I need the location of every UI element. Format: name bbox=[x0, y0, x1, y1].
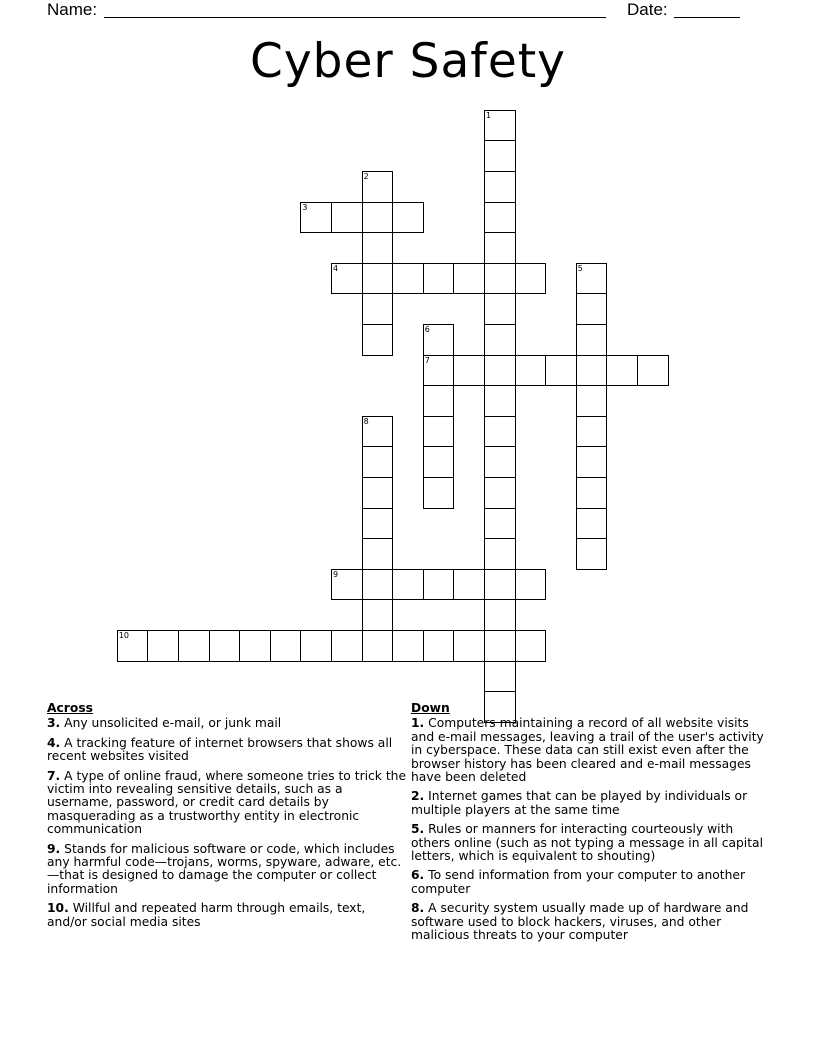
clue-number-label: 6 bbox=[424, 325, 430, 334]
across-heading: Across bbox=[47, 701, 93, 715]
grid-cell[interactable] bbox=[453, 355, 485, 387]
grid-cell[interactable] bbox=[484, 202, 516, 234]
grid-cell[interactable] bbox=[453, 569, 485, 601]
grid-cell[interactable] bbox=[392, 630, 424, 662]
name-label: Name: bbox=[47, 0, 98, 19]
grid-cell[interactable] bbox=[576, 416, 608, 448]
clue-text: Willful and repeated harm through emails, text, and/or social media sites bbox=[47, 901, 366, 929]
clue-text: To send information from your computer to another computer bbox=[411, 868, 746, 896]
clue-down-1 bbox=[411, 717, 771, 784]
grid-cell[interactable] bbox=[484, 293, 516, 325]
clue-number: 10. bbox=[47, 901, 69, 916]
clue-number-label: 7 bbox=[424, 355, 430, 365]
grid-cell[interactable] bbox=[331, 263, 363, 295]
grid-cell[interactable] bbox=[484, 630, 516, 662]
date-label: Date: bbox=[627, 0, 668, 19]
clue-number: 9. bbox=[47, 841, 61, 856]
grid-cell[interactable] bbox=[484, 385, 516, 417]
grid-cell[interactable] bbox=[362, 202, 394, 234]
clue-down-6 bbox=[411, 869, 771, 896]
grid-cell[interactable] bbox=[239, 630, 271, 662]
clue-number-label: 3 bbox=[302, 202, 308, 212]
grid-cell[interactable] bbox=[576, 293, 608, 325]
grid-cell[interactable] bbox=[423, 446, 455, 478]
grid-cell[interactable] bbox=[576, 324, 608, 356]
down-heading: Down bbox=[411, 701, 450, 715]
grid-cell[interactable] bbox=[423, 477, 455, 509]
grid-cell[interactable] bbox=[484, 416, 516, 448]
grid-cell[interactable] bbox=[178, 630, 210, 662]
grid-cell[interactable] bbox=[576, 538, 608, 570]
clue-across-10 bbox=[47, 902, 407, 929]
grid-cell[interactable] bbox=[576, 508, 608, 540]
grid-cell[interactable] bbox=[147, 630, 179, 662]
grid-cell[interactable] bbox=[331, 569, 363, 601]
clue-number-label: 4 bbox=[333, 263, 339, 273]
grid-cell[interactable] bbox=[331, 202, 363, 234]
clue-number: 7. bbox=[47, 768, 61, 783]
clue-text: Rules or manners for interacting courteously with others online (such as not typing a message in all capital letters, which is equivalent to shouting) bbox=[411, 822, 763, 864]
grid-cell[interactable] bbox=[484, 263, 516, 295]
grid-cell[interactable] bbox=[423, 416, 455, 448]
grid-cell[interactable] bbox=[362, 171, 394, 203]
grid-cell[interactable] bbox=[423, 263, 455, 295]
grid-cell[interactable] bbox=[392, 263, 424, 295]
grid-cell[interactable] bbox=[392, 569, 424, 601]
grid-cell[interactable] bbox=[423, 385, 455, 417]
grid-cell[interactable] bbox=[484, 508, 516, 540]
grid-cell[interactable] bbox=[484, 232, 516, 264]
grid-cell[interactable] bbox=[300, 630, 332, 662]
clue-number: 1. bbox=[411, 716, 425, 731]
across-clues bbox=[47, 702, 407, 935]
clue-number: 3. bbox=[47, 716, 61, 731]
grid-cell[interactable] bbox=[606, 355, 638, 387]
grid-cell[interactable] bbox=[362, 232, 394, 264]
grid-cell[interactable] bbox=[576, 263, 608, 295]
grid-cell[interactable] bbox=[209, 630, 241, 662]
down-clues bbox=[411, 702, 771, 949]
clue-number-label: 8 bbox=[363, 416, 369, 426]
grid-cell[interactable] bbox=[545, 355, 577, 387]
grid-cell[interactable] bbox=[362, 538, 394, 570]
grid-cell[interactable] bbox=[362, 416, 394, 448]
grid-cell[interactable] bbox=[423, 324, 455, 356]
grid-cell[interactable] bbox=[484, 446, 516, 478]
grid-cell[interactable] bbox=[362, 569, 394, 601]
page-title: Cyber Safety bbox=[250, 34, 566, 89]
grid-cell[interactable] bbox=[392, 202, 424, 234]
grid-cell[interactable] bbox=[362, 477, 394, 509]
clue-number: 8. bbox=[411, 901, 425, 916]
clue-number-label: 1 bbox=[486, 110, 492, 120]
grid-cell[interactable] bbox=[362, 508, 394, 540]
grid-cell[interactable] bbox=[576, 385, 608, 417]
grid-cell[interactable] bbox=[515, 630, 547, 662]
clue-across-4 bbox=[47, 737, 407, 764]
grid-cell[interactable] bbox=[515, 569, 547, 601]
clue-number-label: 10 bbox=[118, 631, 129, 640]
grid-cell[interactable] bbox=[484, 324, 516, 356]
clue-down-2 bbox=[411, 790, 771, 817]
clue-number: 5. bbox=[411, 822, 425, 837]
grid-cell[interactable] bbox=[117, 630, 149, 662]
grid-cell[interactable] bbox=[484, 171, 516, 203]
clue-number-label: 2 bbox=[363, 172, 369, 181]
clue-text: Internet games that can be played by individuals or multiple players at the same time bbox=[411, 789, 748, 817]
grid-cell[interactable] bbox=[423, 630, 455, 662]
grid-cell[interactable] bbox=[484, 599, 516, 631]
clue-text: A type of online fraud, where someone tries to trick the victim into revealing sensitive details, such as a username, password, or credit card details by masquerading as a trustworthy entity in electronic communication bbox=[47, 768, 407, 837]
grid-cell[interactable] bbox=[576, 446, 608, 478]
grid-cell[interactable] bbox=[300, 202, 332, 234]
clue-text: Computers maintaining a record of all website visits and e-mail messages, leaving a trail of the user's activity in cyberspace. These data can still exist even after the browser history has been cleared and e-mail messages have been deleted bbox=[411, 716, 764, 785]
grid-cell[interactable] bbox=[515, 263, 547, 295]
grid-cell[interactable] bbox=[576, 355, 608, 387]
clue-text: A tracking feature of internet browsers that shows all recent websites visited bbox=[47, 735, 393, 764]
grid-cell[interactable] bbox=[423, 355, 455, 387]
clue-number: 4. bbox=[47, 735, 61, 750]
grid-cell[interactable] bbox=[362, 599, 394, 631]
grid-cell[interactable] bbox=[423, 569, 455, 601]
clue-down-5 bbox=[411, 823, 771, 863]
grid-cell[interactable] bbox=[484, 477, 516, 509]
grid-cell[interactable] bbox=[362, 263, 394, 295]
grid-cell[interactable] bbox=[453, 630, 485, 662]
grid-cell[interactable] bbox=[362, 446, 394, 478]
clue-down-8 bbox=[411, 902, 771, 942]
grid-cell[interactable] bbox=[484, 355, 516, 387]
grid-cell[interactable] bbox=[362, 630, 394, 662]
clue-across-9 bbox=[47, 843, 407, 897]
grid-cell[interactable] bbox=[515, 355, 547, 387]
grid-cell[interactable] bbox=[362, 324, 394, 356]
clue-text: Stands for malicious software or code, which includes any harmful code—trojans, worms, spyware, adware, etc.—that is designed to damage the computer or collect information bbox=[47, 841, 402, 896]
clue-number: 2. bbox=[411, 789, 425, 804]
clue-number-label: 9 bbox=[333, 569, 339, 579]
grid-cell[interactable] bbox=[362, 293, 394, 325]
clue-text: Any unsolicited e-mail, or junk mail bbox=[64, 716, 282, 731]
grid-cell[interactable] bbox=[484, 538, 516, 570]
clue-across-7 bbox=[47, 770, 407, 837]
grid-cell[interactable] bbox=[331, 630, 363, 662]
grid-cell[interactable] bbox=[484, 140, 516, 172]
grid-cell[interactable] bbox=[484, 110, 516, 142]
grid-cell[interactable] bbox=[576, 477, 608, 509]
clue-number: 6. bbox=[411, 868, 425, 883]
clue-number-label: 5 bbox=[577, 263, 583, 273]
grid-cell[interactable] bbox=[484, 661, 516, 693]
clue-across-3 bbox=[47, 717, 407, 730]
clue-text: A security system usually made up of hardware and software used to block hackers, viruses, and other malicious threats to your computer bbox=[411, 901, 749, 943]
grid-cell[interactable] bbox=[270, 630, 302, 662]
grid-cell[interactable] bbox=[484, 569, 516, 601]
grid-cell[interactable] bbox=[637, 355, 669, 387]
grid-cell[interactable] bbox=[453, 263, 485, 295]
